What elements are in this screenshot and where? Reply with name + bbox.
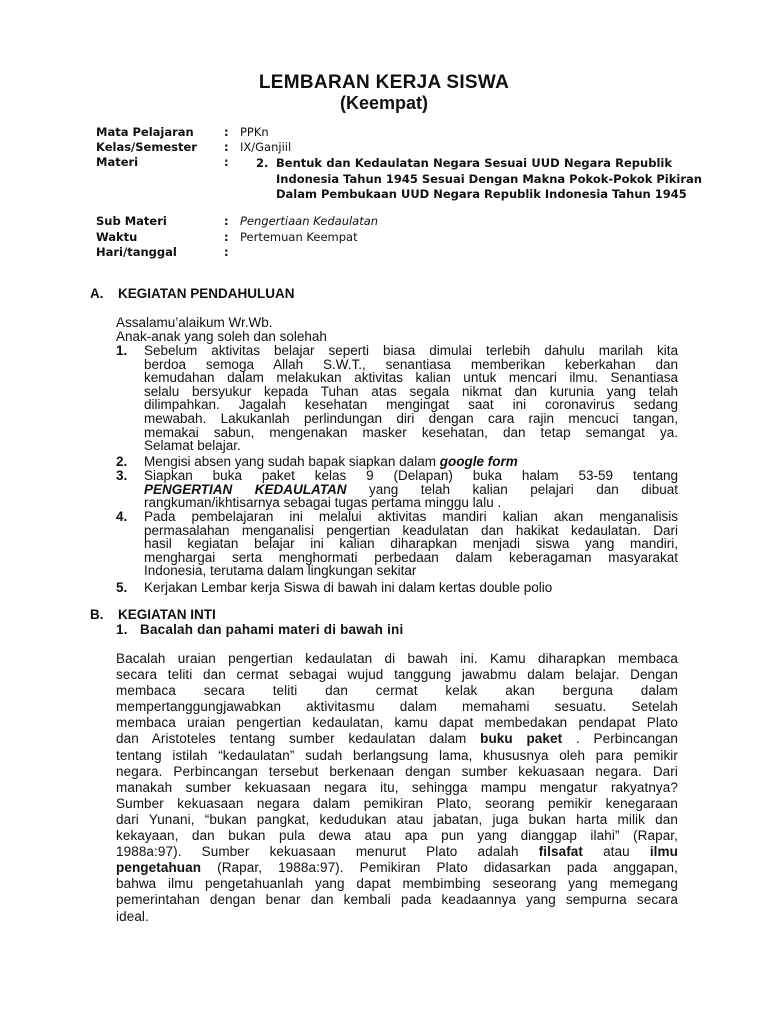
list-number: 4. (116, 509, 128, 524)
materi-line: Dalam Pembukaan UUD Negara Republik Indonesia Tahun 1945 (276, 187, 687, 201)
paragraph-line: membaca uraian pengertian kedaulatan, kamu dapat membedakan pendapat Plato (116, 715, 678, 731)
meta-label: Materi (96, 155, 139, 169)
paragraph-text: atau (583, 844, 650, 860)
paragraph-line (116, 844, 678, 860)
list-line: berdoa semoga Allah S.W.T., senantiasa memberikan keberkahan dan (144, 356, 678, 372)
list-line: Siapkan buka paket kelas 9 (Delapan) buka halam 53-59 tentang (144, 468, 678, 483)
meta-label: Kelas/Semester (96, 140, 197, 154)
meta-value: PPKn (240, 125, 269, 139)
section-title: KEGIATAN INTI (118, 607, 216, 622)
list-number: 2. (116, 454, 128, 469)
list-number: 1. (116, 343, 128, 358)
paragraph-line: Bacalah uraian pengertian kedaulatan di bawah ini. Kamu diharapkan membaca (116, 651, 678, 666)
materi-number: 2. (256, 156, 269, 170)
meta-colon: : (224, 245, 229, 259)
paragraph-text: 1988a:97). Sumber kekuasaan menurut Plato adalah (116, 844, 539, 860)
meta-label: Sub Materi (96, 214, 167, 228)
list-line: Indonesia, terutama dalam lingkungan sekitar (144, 563, 417, 579)
meta-colon: : (224, 155, 229, 169)
list-line: Selamat belajar. (144, 438, 241, 454)
list-line: dilimpahkan. Jagalah kesehatan mengingat saat ini coronavirus sedang (144, 397, 678, 413)
paragraph-line: mempertanggungjawabkan aktivitasmu dalam memahami sesuatu. Setelah (116, 699, 678, 715)
paragraph-line (116, 731, 678, 747)
paragraph-line: kekayaan, dan bukan pula dewa atau apa pun yang dianggap ilahi” (Rapar, (116, 828, 678, 844)
section-letter: B. (90, 607, 104, 622)
page-subtitle: (Keempat) (339, 93, 428, 113)
meta-colon: : (224, 214, 229, 228)
paragraph-text: dan Aristoteles tentang sumber kedaulatan dalam (116, 731, 481, 747)
list-line: menghargai serta menghormati perbedaan dalam keberagaman masyarakat (144, 549, 678, 565)
list-line (144, 455, 678, 469)
paragraph-text: (Rapar, 1988a:97). Pemikiran Plato didasarkan pada anggapan, (201, 860, 678, 876)
meta-value: Pertemuan Keempat (240, 230, 358, 244)
page-title: LEMBARAN KERJA SISWA (258, 72, 510, 93)
subsection-title: Bacalah dan pahami materi di bawah ini (140, 622, 404, 637)
topic-emphasis: PENGERTIAN KEDAULATAN (144, 481, 347, 497)
paragraph-line: membaca secara teliti dan cermat kelak akan berguna dalam (116, 683, 678, 699)
paragraph-text: . Perbincangan (562, 731, 679, 747)
paragraph-line: pemerintahan dengan benar dan kembali pada keadaannya yang sempurna secara (116, 892, 678, 908)
section-letter: A. (90, 286, 104, 301)
meta-colon: : (224, 230, 229, 244)
paragraph-line: secara teliti dan cermat sebagai wujud tanggung jawabmu dalam belajar. Dengan (116, 667, 678, 683)
list-line: memakai sabun, mengenakan masker kesehatan, dan tetap semangat ya. (144, 424, 678, 440)
list-line: rangkuman/ikhtisarnya sebagai tugas pertama minggu lalu . (144, 495, 502, 511)
list-line: hasil kegiatan belajar ini kalian diharapkan menjadi siswa yang mandiri, (144, 536, 678, 552)
subsection-number: 1. (116, 622, 128, 637)
paragraph-line: tentang istilah “kedaulatan” sudah berlangsung lama, khususnya oleh para pemikir (116, 747, 678, 763)
meta-colon: : (224, 140, 229, 154)
paragraph-line: dari Yunani, “bukan pangkat, kedudukan atau jabatan, juga bukan harta milik dan (116, 811, 678, 827)
meta-value: Pengertiaan Kedaulatan (240, 214, 379, 228)
paragraph-line: negara. Perbincangan tersebut berkenaan dengan sumber kekuasaan negara. Dari (116, 763, 678, 779)
list-line: selalu bersyukur kepada Tuhan atas segala nikmat dan kurunia yang telah (144, 383, 678, 399)
list-line (144, 483, 678, 497)
greeting-2: Anak-anak yang soleh dan solehah (116, 329, 327, 344)
paragraph-line: ideal. (116, 908, 149, 924)
paragraph-line: Sumber kekuasaan negara dalam pemikiran Plato, seorang pemikir kenegaraan (116, 795, 678, 811)
book-reference: buku paket (480, 731, 563, 747)
section-title: KEGIATAN PENDAHULUAN (118, 286, 295, 301)
list-line: Pada pembelajaran ini melalui aktivitas mandiri kalian akan menganalisis (144, 509, 678, 524)
reading-paragraph (116, 651, 678, 925)
meta-label: Waktu (96, 230, 138, 244)
term-pengetahuan: pengetahuan (116, 860, 202, 876)
meta-value: IX/Ganjiil (240, 140, 292, 154)
list-line: Kerjakan Lembar kerja Siswa di bawah ini dalam kertas double polio (144, 580, 553, 595)
meta-label: Mata Pelajaran (96, 125, 194, 139)
materi-line: Bentuk dan Kedaulatan Negara Sesuai UUD Negara Republik (276, 156, 672, 170)
paragraph-line: manakah sumber kekuasaan negara itu, sehingga mampu mengatur rakyatnya? (116, 779, 678, 795)
list-line: permasalahan menganalisi pengertian keadulatan dan hakikat kedaulatan. Dari (144, 522, 678, 538)
paragraph-line: bahwa ilmu pengetahuanlah yang dapat membimbing seseorang yang memegang (116, 876, 678, 892)
term-filsafat: filsafat (538, 844, 583, 860)
list-number: 3. (116, 468, 128, 483)
google-form-text: google form (439, 454, 518, 469)
list-number: 5. (116, 580, 128, 595)
paragraph-line (116, 860, 678, 876)
list-text: yang telah kalian pelajari dan dibuat (346, 481, 678, 497)
list-text: Mengisi absen yang sudah bapak siapkan dalam (144, 454, 440, 469)
term-ilmu: ilmu (649, 844, 678, 860)
list-line: mewabah. Lakukanlah perlindungan diri dengan cara rajin mencuci tangan, (144, 410, 678, 426)
materi-line: Indonesia Tahun 1945 Sesuai Dengan Makna Pokok-Pokok Pikiran (276, 171, 702, 186)
list-line: kemudahan dalam melakukan aktivitas kalian untuk mencari ilmu. Senantiasa (144, 370, 678, 386)
meta-colon: : (224, 125, 229, 139)
greeting: Assalamu’alaikum Wr.Wb. (116, 315, 273, 330)
list-line: Sebelum aktivitas belajar seperti biasa dimulai terlebih dahulu marilah kita (144, 343, 678, 358)
meta-label: Hari/tanggal (96, 245, 177, 259)
